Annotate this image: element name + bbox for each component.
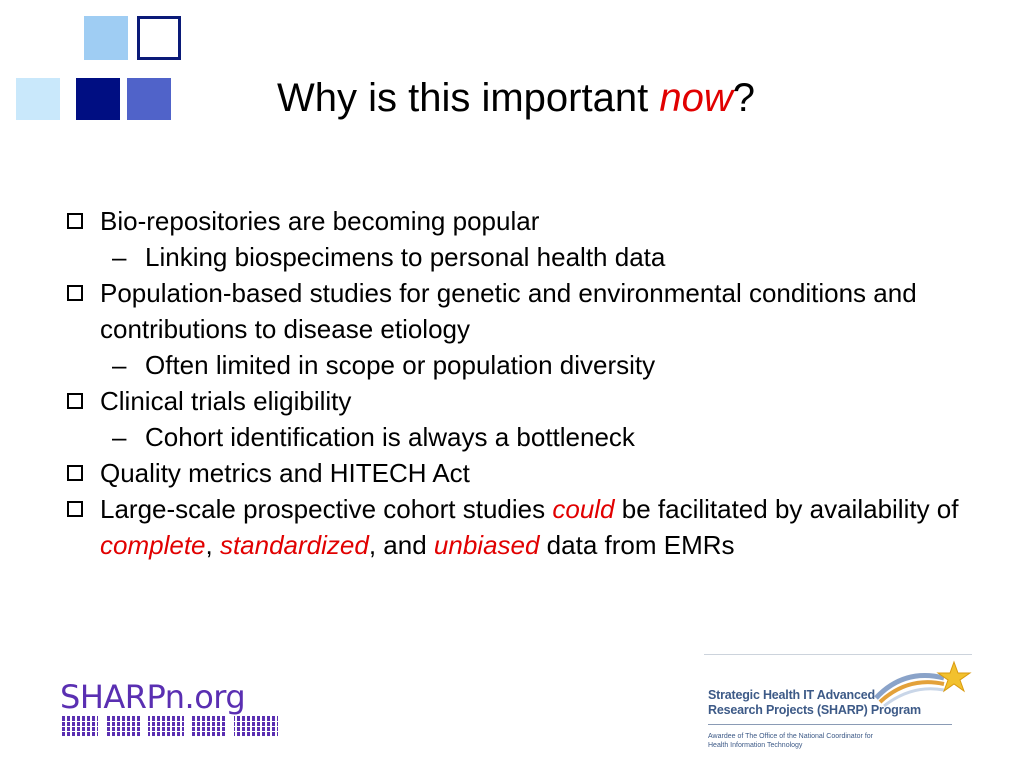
square-bullet-icon: [67, 285, 83, 301]
bullet-item: [62, 491, 982, 563]
bullet-item: [62, 275, 982, 347]
dash-bullet-icon: –: [112, 350, 127, 380]
decor-square-pale-blue: [16, 78, 60, 120]
square-bullet-icon: [67, 465, 83, 481]
bullet-text: Large-scale prospective cohort studies: [100, 494, 553, 524]
sub-bullet-item: [62, 239, 982, 275]
title-text: Why is this important: [277, 76, 660, 120]
bullet-text: Population-based studies for genetic and environmental conditions and contributions to disease etiology: [100, 278, 917, 344]
bullet-text: ,: [205, 530, 220, 560]
square-bullet-icon: [67, 501, 83, 517]
sharp-logo-top-rule: [704, 654, 972, 655]
bullet-list: [62, 203, 982, 563]
bullet-text: Clinical trials eligibility: [100, 386, 352, 416]
square-bullet-icon: [67, 393, 83, 409]
sub-bullet-item: [62, 347, 982, 383]
bullet-text: Often limited in scope or population diversity: [145, 350, 656, 380]
decor-square-periwinkle: [127, 78, 171, 120]
bullet-emphasis: complete: [100, 530, 206, 560]
title-emphasis: now: [659, 76, 733, 120]
sharp-logo-line1: Strategic Health IT Advanced: [708, 688, 875, 702]
sharpn-logo-pattern: [62, 716, 278, 736]
decor-square-light-blue: [84, 16, 128, 60]
dash-bullet-icon: –: [112, 422, 127, 452]
decor-square-outline: [137, 16, 181, 60]
bullet-text: Linking biospecimens to personal health data: [145, 242, 666, 272]
sharpn-logo-text: SHARPn.org: [60, 678, 246, 716]
decor-square-navy: [76, 78, 120, 120]
bullet-text: Cohort identification is always a bottleneck: [145, 422, 635, 452]
sharp-program-logo: [704, 652, 976, 762]
bullet-item: [62, 203, 982, 239]
sub-bullet-item: [62, 419, 982, 455]
square-bullet-icon: [67, 213, 83, 229]
bullet-emphasis: could: [552, 494, 615, 524]
bullet-item: [62, 455, 982, 491]
sharpn-logo: [60, 680, 280, 742]
sharp-logo-line3: Awardee of The Office of the National Coordinator for: [708, 733, 873, 740]
title-suffix: ?: [732, 76, 755, 120]
bullet-text: data from EMRs: [539, 530, 735, 560]
dash-bullet-icon: –: [112, 242, 127, 272]
sharp-logo-line4: Health Information Technology: [708, 742, 803, 749]
sharp-logo-line2: Research Projects (SHARP) Program: [708, 703, 921, 717]
bullet-item: [62, 383, 982, 419]
bullet-text: Bio-repositories are becoming popular: [100, 206, 540, 236]
bullet-text: be facilitated by availability of: [614, 494, 959, 524]
sharp-logo-rule: [708, 724, 952, 725]
bullet-emphasis: standardized: [219, 530, 369, 560]
bullet-text: , and: [368, 530, 434, 560]
bullet-emphasis: unbiased: [433, 530, 540, 560]
slide-title: [277, 74, 755, 122]
bullet-text: Quality metrics and HITECH Act: [100, 458, 470, 488]
